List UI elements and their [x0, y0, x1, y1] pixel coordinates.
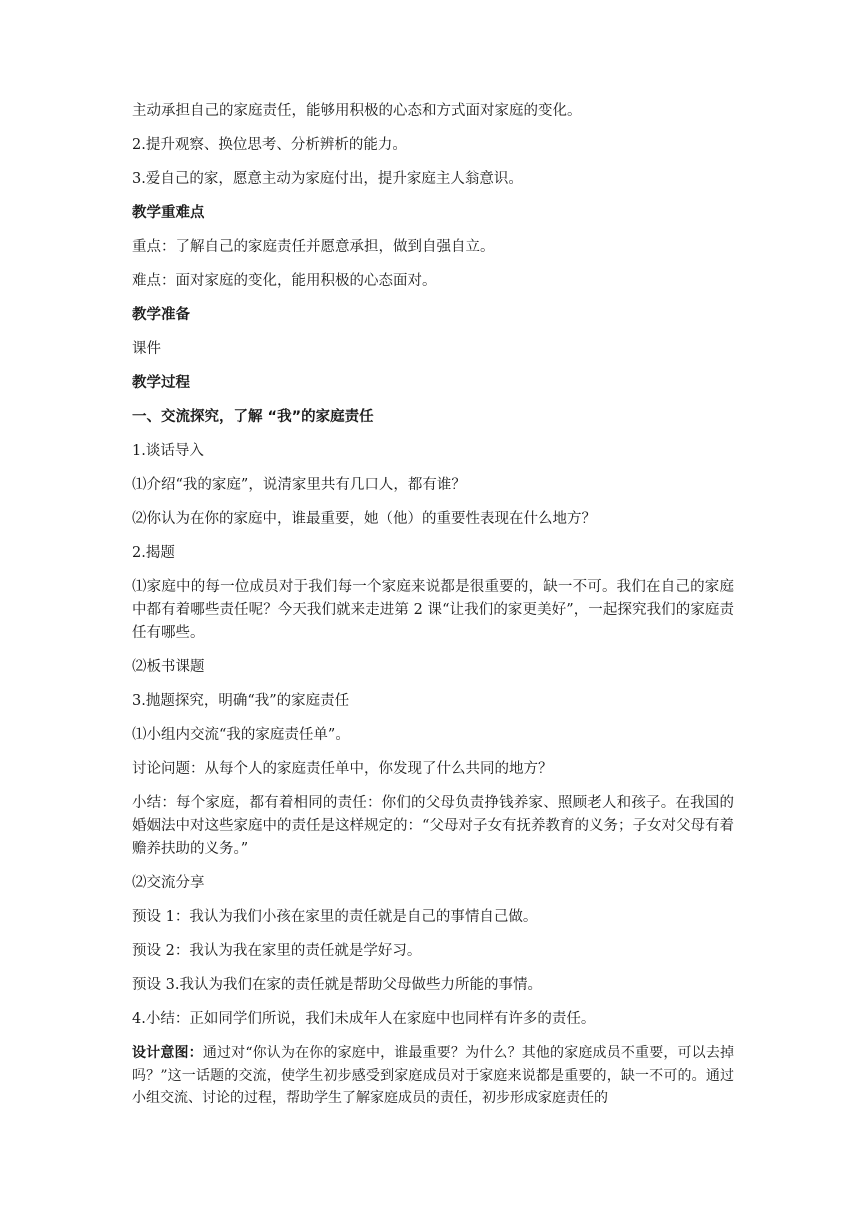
step-3-item-1: ⑴小组内交流“我的家庭责任单”。: [132, 727, 350, 743]
step-2-item-2: ⑵板书课题: [132, 659, 205, 675]
preset-2: 预设 2：我认为我在家里的责任就是学好习。: [132, 943, 422, 959]
discussion-question: 讨论问题：从每个人的家庭责任单中，你发现了什么共同的地方？: [132, 761, 553, 777]
preset-3: 预设 3.我认为我们在家的责任就是帮助父母做些力所能的事情。: [132, 977, 542, 993]
preparation-text: 课件: [132, 341, 161, 357]
key-point: 重点：了解自己的家庭责任并愿意承担，做到自强自立。: [132, 239, 495, 255]
heading-key-points: 教学重难点: [132, 205, 205, 221]
preset-1: 预设 1：我认为我们小孩在家里的责任就是自己的事情自己做。: [132, 909, 538, 925]
objective-line-1: 主动承担自己的家庭责任，能够用积极的心态和方式面对家庭的变化。: [132, 103, 582, 119]
step-3-title: 3.抛题探究，明确“我”的家庭责任: [132, 693, 350, 709]
difficult-point: 难点：面对家庭的变化，能用积极的心态面对。: [132, 273, 437, 289]
heading-section-1: 一、交流探究，了解 “我”的家庭责任: [132, 409, 374, 425]
step-2-item-1: ⑴家庭中的每一位成员对于我们每一个家庭来说都是很重要的，缺一不可。我们在自己的家庭中都有着哪些责任呢？今天我们就来走进第 2 课“让我们的家更美好”，一起探究我们的家庭责任有哪些。: [132, 579, 734, 641]
heading-process: 教学过程: [132, 375, 190, 391]
design-intent-label: 设计意图：: [132, 1045, 203, 1061]
step-2-title: 2.揭题: [132, 545, 175, 561]
step-4-summary: 4.小结：正如同学们所说，我们未成年人在家庭中也同样有许多的责任。: [132, 1011, 596, 1027]
step-3-item-2: ⑵交流分享: [132, 875, 205, 891]
design-intent-text: 通过对“你认为在你的家庭中，谁最重要？为什么？其他的家庭成员不重要，可以去掉吗？”这一话题的交流，使学生初步感受到家庭成员对于家庭来说都是重要的，缺一不可的。通过小组交流、讨论的过程，帮助学生了解家庭成员的责任，初步形成家庭责任的: [132, 1045, 735, 1106]
objective-line-2: 2.提升观察、换位思考、分析辨析的能力。: [132, 137, 407, 153]
document-body: [132, 100, 734, 1110]
step-1-title: 1.谈话导入: [132, 443, 204, 459]
heading-preparation: 教学准备: [132, 307, 190, 323]
step-1-item-1: ⑴介绍“我的家庭”，说清家里共有几口人，都有谁？: [132, 477, 466, 493]
design-intent: [132, 1042, 734, 1110]
step-1-item-2: ⑵你认为在你的家庭中，谁最重要，她（他）的重要性表现在什么地方？: [132, 511, 596, 527]
objective-line-3: 3.爱自己的家，愿意主动为家庭付出，提升家庭主人翁意识。: [132, 171, 523, 187]
step-3-summary: 小结：每个家庭，都有着相同的责任：你们的父母负责挣钱养家、照顾老人和孩子。在我国的婚姻法中对这些家庭中的责任是这样规定的：“父母对子女有抚养教育的义务；子女对父母有着赡养扶助的义务。”: [132, 795, 734, 857]
